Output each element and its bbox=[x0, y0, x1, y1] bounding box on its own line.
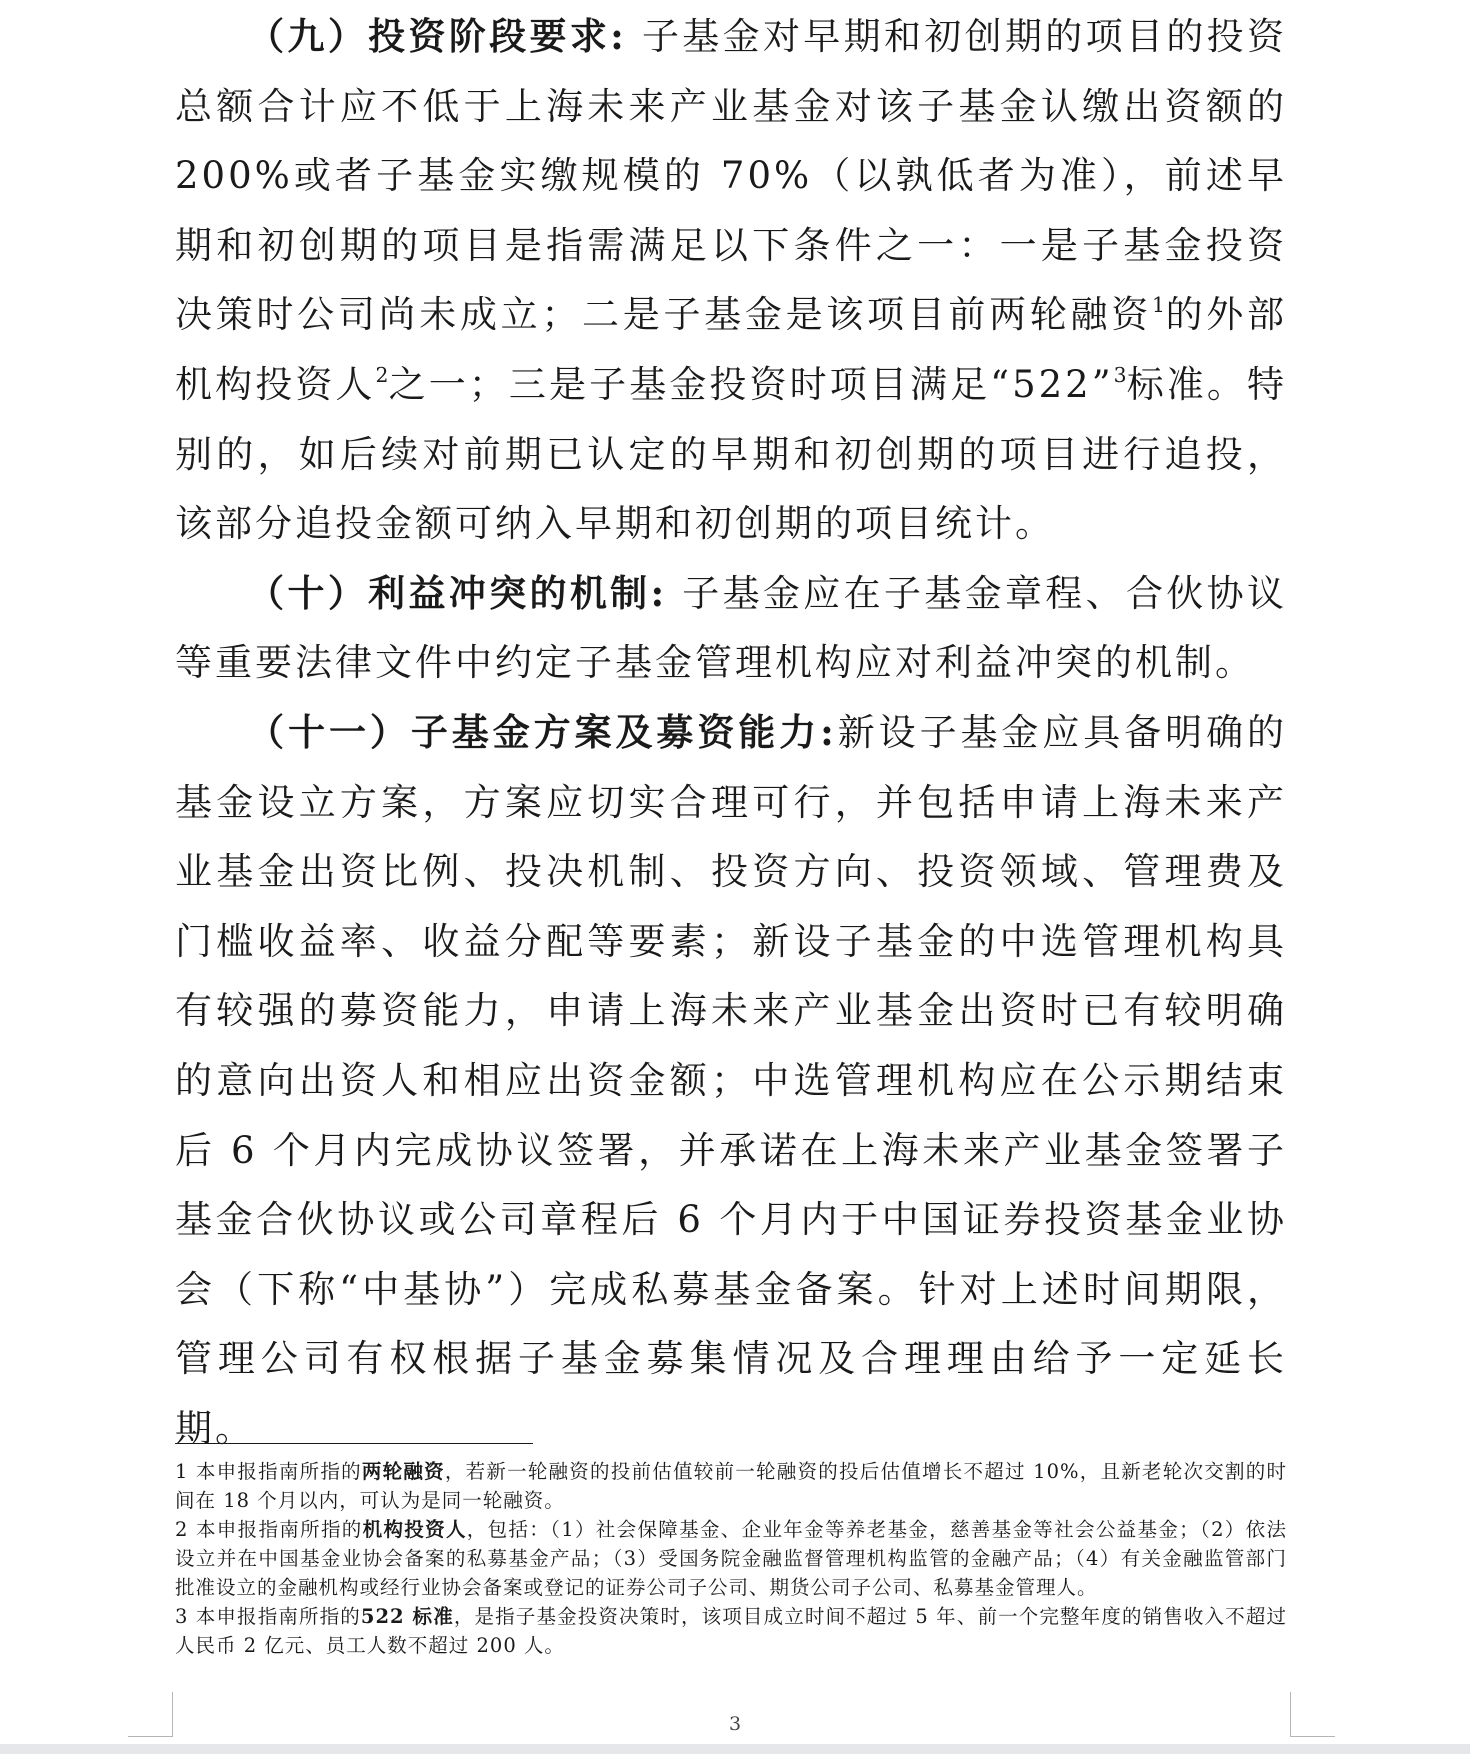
section-10-paragraph bbox=[175, 559, 1287, 698]
footnote-2-prefix: 2 本申报指南所指的 bbox=[175, 1518, 363, 1541]
footnote-2-text: ，包括：（1）社会保障基金、企业年金等养老基金，慈善基金等社会公益基金；（2）依法设立并在中国基金业协会备案的私募基金产品；（3）受国务院金融监督管理机构监管的金融产品；（4）有关金融监管部门批准设立的金融机构或经行业协会备案或登记的证券公司子公司、期货公司子公司、私募基金管理人。 bbox=[175, 1518, 1287, 1599]
footnote-3-text: ，是指子基金投资决策时，该项目成立时间不超过 5 年、前一个完整年度的销售收入不超过人民币 2 亿元、员工人数不超过 200 人。 bbox=[175, 1605, 1287, 1657]
footnote-2-term: 机构投资人 bbox=[362, 1518, 467, 1541]
footnote-1-text: ，若新一轮融资的投前估值较前一轮融资的投后估值增长不超过 10%，且新老轮次交割的时间在 18 个月以内，可认为是同一轮融资。 bbox=[175, 1460, 1287, 1512]
footnote-ref-1[interactable]: 1 bbox=[1151, 293, 1165, 318]
section-9-paragraph bbox=[175, 2, 1287, 559]
footnote-1 bbox=[175, 1457, 1287, 1515]
section-9-text-a: 子基金对早期和初创期的项目的投资总额合计应不低于上海未来产业基金对该子基金认缴出资额的 200%或者子基金实缴规模的 70%（以孰低者为准），前述早期和初创期的项目是指需满足以下条件之一：一是子基金投资决策时公司尚未成立；二是子基金是该项目前两轮融资 bbox=[175, 15, 1287, 337]
footnote-3-prefix: 3 本申报指南所指的 bbox=[175, 1605, 361, 1628]
body-text bbox=[175, 2, 1287, 1463]
section-9-text-c: 之一；三是子基金投资时项目满足“522” bbox=[388, 362, 1114, 406]
section-10-text: 子基金应在子基金章程、合伙协议等重要法律文件中约定子基金管理机构应对利益冲突的机制。 bbox=[175, 571, 1287, 685]
footnotes bbox=[175, 1457, 1287, 1660]
section-11-heading: （十一）子基金方案及募资能力: bbox=[247, 709, 837, 754]
footnote-3-term: 522 标准 bbox=[360, 1605, 454, 1628]
footnote-ref-3[interactable]: 3 bbox=[1113, 362, 1127, 387]
page-number: 3 bbox=[728, 1713, 742, 1735]
footnote-ref-2[interactable]: 2 bbox=[375, 362, 389, 387]
section-11-text: 新设子基金应具备明确的基金设立方案，方案应切实合理可行，并包括申请上海未来产业基金出资比例、投决机制、投资方向、投资领域、管理费及门槛收益率、收益分配等要素；新设子基金的中选管理机构具有较强的募资能力，申请上海未来产业基金出资时已有较明确的意向出资人和相应出资金额；中选管理机构应在公示期结束后 6 个月内完成协议签署，并承诺在上海未来产业基金签署子基金合伙协议或公司章程后 6 个月内于中国证券投资基金业协会（下称“中基协”）完成私募基金备案。针对上述时间期限，管理公司有权根据子基金募集情况及合理理由给予一定延长期。 bbox=[175, 710, 1287, 1450]
viewer-bottom-bar bbox=[0, 1744, 1470, 1754]
footnote-1-prefix: 1 本申报指南所指的 bbox=[175, 1460, 362, 1483]
section-9-heading: （九）投资阶段要求: bbox=[247, 14, 627, 58]
section-9-text-d: 标准。特别的，如后续对前期已认定的早期和初创期的项目进行追投，该部分追投金额可纳入早期和初创期的项目统计。 bbox=[175, 362, 1288, 546]
section-9-text-b: 的外部机构投资人 bbox=[175, 293, 1288, 406]
section-10-heading: （十）利益冲突的机制: bbox=[247, 570, 668, 615]
section-11-paragraph bbox=[175, 698, 1287, 1464]
footnote-2 bbox=[175, 1515, 1287, 1602]
footnote-separator bbox=[175, 1443, 533, 1444]
footnote-1-term: 两轮融资 bbox=[361, 1460, 445, 1483]
footnote-3 bbox=[175, 1602, 1287, 1660]
